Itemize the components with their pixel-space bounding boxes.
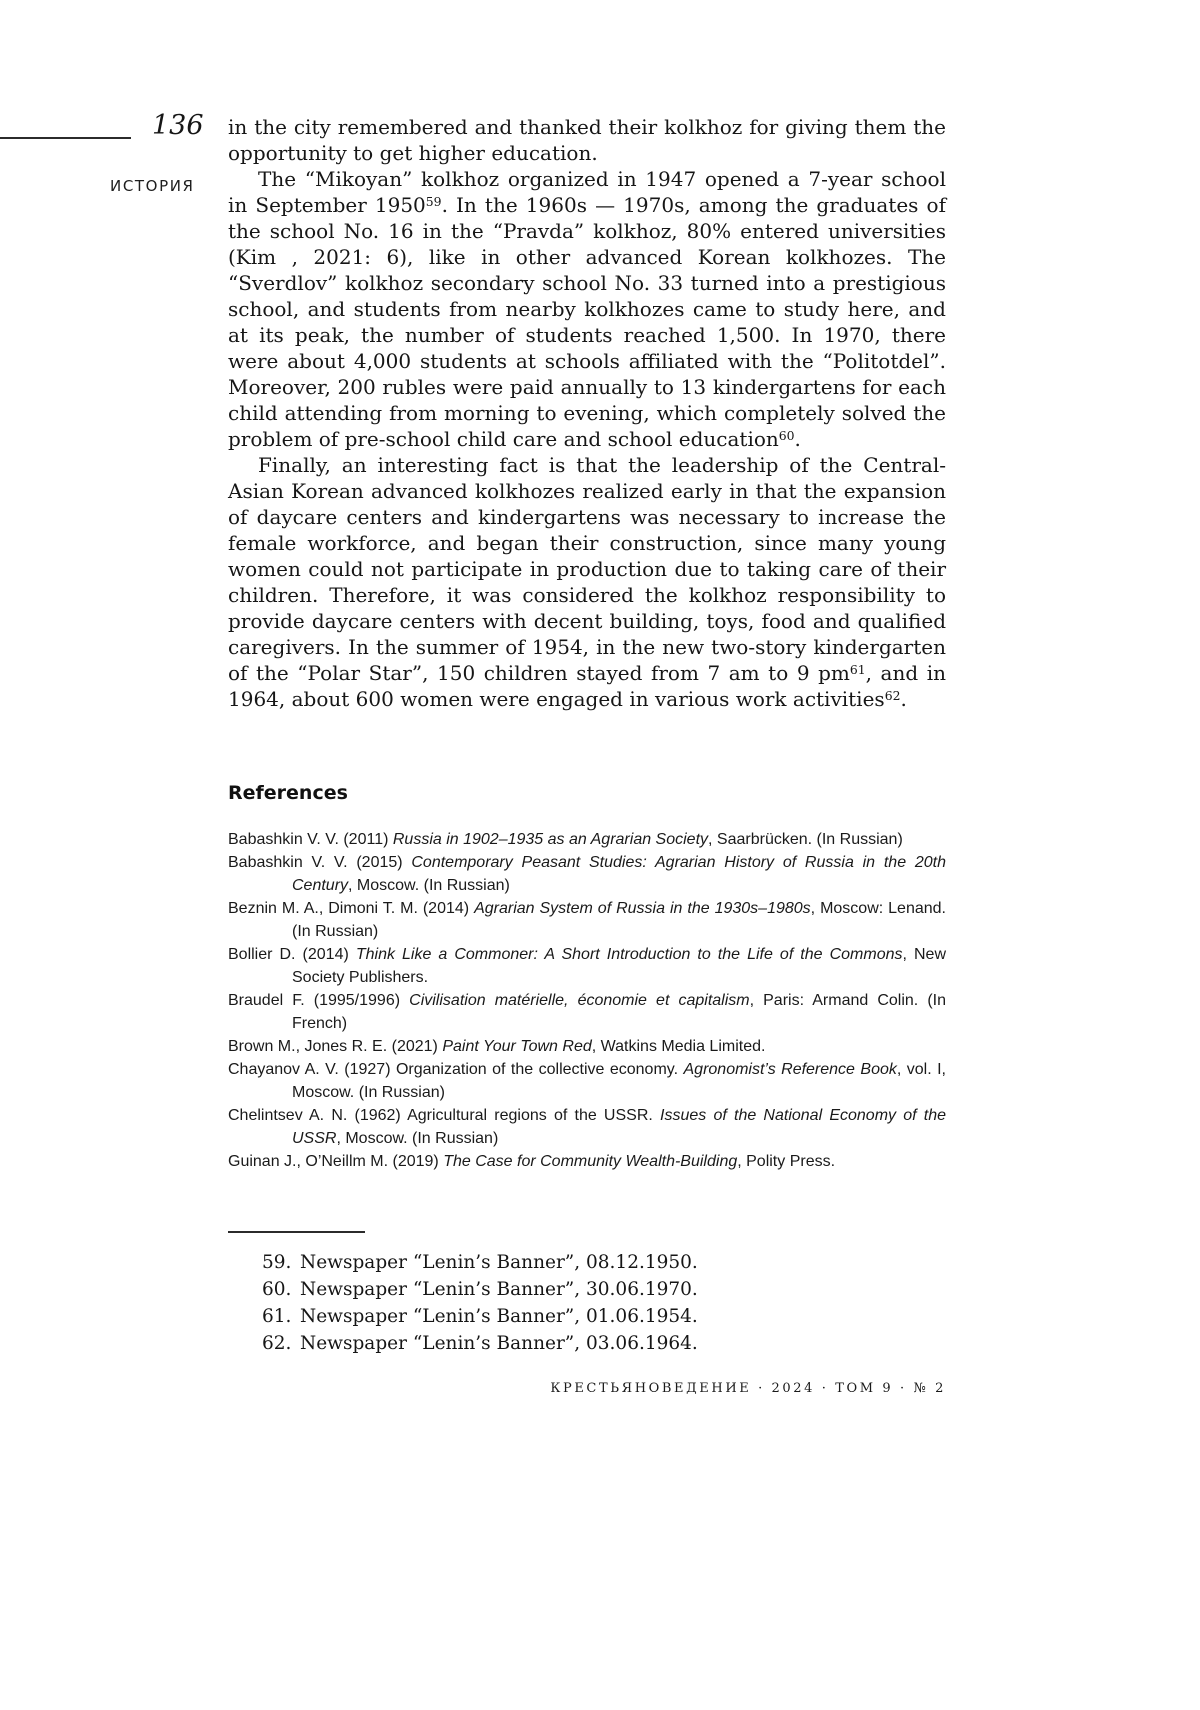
- text-run: Issues of the National Economy of the USSR: [292, 1107, 946, 1147]
- references-list: [228, 828, 946, 1173]
- text-run: , Watkins Media Limited.: [591, 1038, 766, 1055]
- text-run: , vol. I, Moscow. (In Russian): [292, 1061, 947, 1101]
- text-run: Paint Your Town Red: [442, 1038, 592, 1055]
- reference-item: [228, 828, 946, 851]
- text-run: Beznin M. A., Dimoni T. M. (2014): [228, 900, 475, 917]
- text-run: The “Mikoyan” kolkhoz organized in 1947 opened a 7-year school in September 1950: [228, 167, 946, 217]
- body-paragraph: [228, 166, 946, 452]
- reference-item: [228, 897, 946, 943]
- text-run: Chayanov A. V. (1927) Organization of the collective economy.: [228, 1061, 684, 1078]
- text-run: , Moscow. (In Russian): [348, 877, 510, 894]
- text-run: .: [794, 427, 801, 451]
- text-run: Agronomist’s Reference Book: [683, 1061, 897, 1078]
- footnote-text: Newspaper “Lenin’s Banner”, 03.06.1964.: [300, 1333, 698, 1354]
- text-run: , Moscow. (In Russian): [336, 1130, 499, 1147]
- footnote-marker: 62: [884, 687, 901, 703]
- text-run: , Moscow: Lenand. (In Russian): [292, 900, 946, 940]
- footnote-item: [262, 1303, 946, 1330]
- body-paragraph: [228, 452, 946, 712]
- footnote-text: Newspaper “Lenin’s Banner”, 01.06.1954.: [300, 1306, 698, 1327]
- text-run: Babashkin V. V. (2011): [228, 831, 393, 848]
- text-run: , Polity Press.: [737, 1153, 836, 1170]
- page-number: 136: [152, 110, 204, 141]
- body-text: [228, 114, 946, 712]
- footnote-text: Newspaper “Lenin’s Banner”, 08.12.1950.: [300, 1252, 698, 1273]
- reference-item: [228, 1150, 946, 1173]
- journal-footer: КРЕСТЬЯНОВЕДЕНИЕ · 2024 · ТОМ 9 · № 2: [550, 1381, 946, 1396]
- text-run: , New Society Publishers.: [292, 946, 946, 986]
- references-heading: References: [228, 782, 348, 804]
- footnote-number: 59.: [262, 1252, 292, 1273]
- text-run: Braudel F. (1995/1996): [228, 992, 410, 1009]
- footnote-number: 62.: [262, 1333, 292, 1354]
- reference-item: [228, 943, 946, 989]
- text-run: Bollier D. (2014): [228, 946, 356, 963]
- text-run: Agrarian System of Russia in the 1930s–1980s: [474, 900, 811, 917]
- text-run: Brown M., Jones R. E. (2021): [228, 1038, 443, 1055]
- text-run: Think Like a Commoner: A Short Introduction to the Life of the Commons: [355, 946, 903, 963]
- section-label: ИСТОРИЯ: [110, 177, 195, 195]
- text-run: , Paris: Armand Colin. (In French): [292, 992, 947, 1032]
- reference-item: [228, 1035, 946, 1058]
- text-run: Finally, an interesting fact is that the leadership of the Central-Asian Korean advanced kolkhozes realized early in that the expansion of daycare centers and kindergartens was necessary to increase the female workforce, and began their construction, since many young women could not participate in production due to taking care of their children. Therefore, it was considered the kolkhoz responsibility to provide daycare centers with decent building, toys, food and qualified caregivers. In the summer of 1954, in the new two-story kindergarten of the “Polar Star”, 150 children stayed from 7 am to 9 pm: [228, 453, 946, 685]
- text-column: [228, 114, 946, 1396]
- text-run: Chelintsev A. N. (1962) Agricultural regions of the USSR.: [228, 1107, 661, 1124]
- footnotes: [228, 1249, 946, 1357]
- footnote-marker: 61: [849, 661, 866, 677]
- text-run: , and in 1964, about 600 women were engaged in various work activities: [228, 661, 946, 711]
- text-run: , Saarbrücken. (In Russian): [708, 831, 903, 848]
- reference-item: [228, 851, 946, 897]
- footnote-rule: [228, 1231, 365, 1233]
- text-run: in the city remembered and thanked their kolkhoz for giving them the opportunity to get higher education.: [228, 115, 946, 165]
- text-run: Civilisation matérielle, économie et capitalism: [409, 992, 750, 1009]
- text-run: Contemporary Peasant Studies: Agrarian History of Russia in the 20th Century: [292, 854, 947, 894]
- body-paragraph: [228, 114, 946, 166]
- footnote-item: [262, 1276, 946, 1303]
- text-run: Russia in 1902–1935 as an Agrarian Society: [392, 831, 709, 848]
- footnote-item: [262, 1330, 946, 1357]
- text-run: .: [900, 687, 907, 711]
- text-run: . In the 1960s — 1970s, among the graduates of the school No. 16 in the “Pravda” kolkhoz, 80% entered universities (Kim , 2021: 6), like in other advanced Korean kolkhozes. The “Sverdlov” kolkhoz secondary school No. 33 turned into a prestigious school, and students from nearby kolkhozes came to study here, and at its peak, the number of students reached 1,500. In 1970, there were about 4,000 students at schools affiliated with the “Politotdel”. Moreover, 200 rubles were paid annually to 13 kindergartens for each child attending from morning to evening, which completely solved the problem of pre-school child care and school education: [228, 193, 946, 451]
- text-run: Babashkin V. V. (2015): [228, 854, 412, 871]
- reference-item: [228, 1104, 946, 1150]
- footnote-number: 60.: [262, 1279, 292, 1300]
- footnote-marker: 59: [425, 193, 442, 209]
- reference-item: [228, 1058, 946, 1104]
- footnote-item: [262, 1249, 946, 1276]
- footnote-marker: 60: [778, 427, 795, 443]
- text-run: Guinan J., O’Neillm M. (2019): [228, 1153, 444, 1170]
- page-number-rule: [0, 137, 131, 139]
- footnote-number: 61.: [262, 1306, 292, 1327]
- footnote-text: Newspaper “Lenin’s Banner”, 30.06.1970.: [300, 1279, 698, 1300]
- text-run: The Case for Community Wealth-Building: [443, 1153, 738, 1170]
- reference-item: [228, 989, 946, 1035]
